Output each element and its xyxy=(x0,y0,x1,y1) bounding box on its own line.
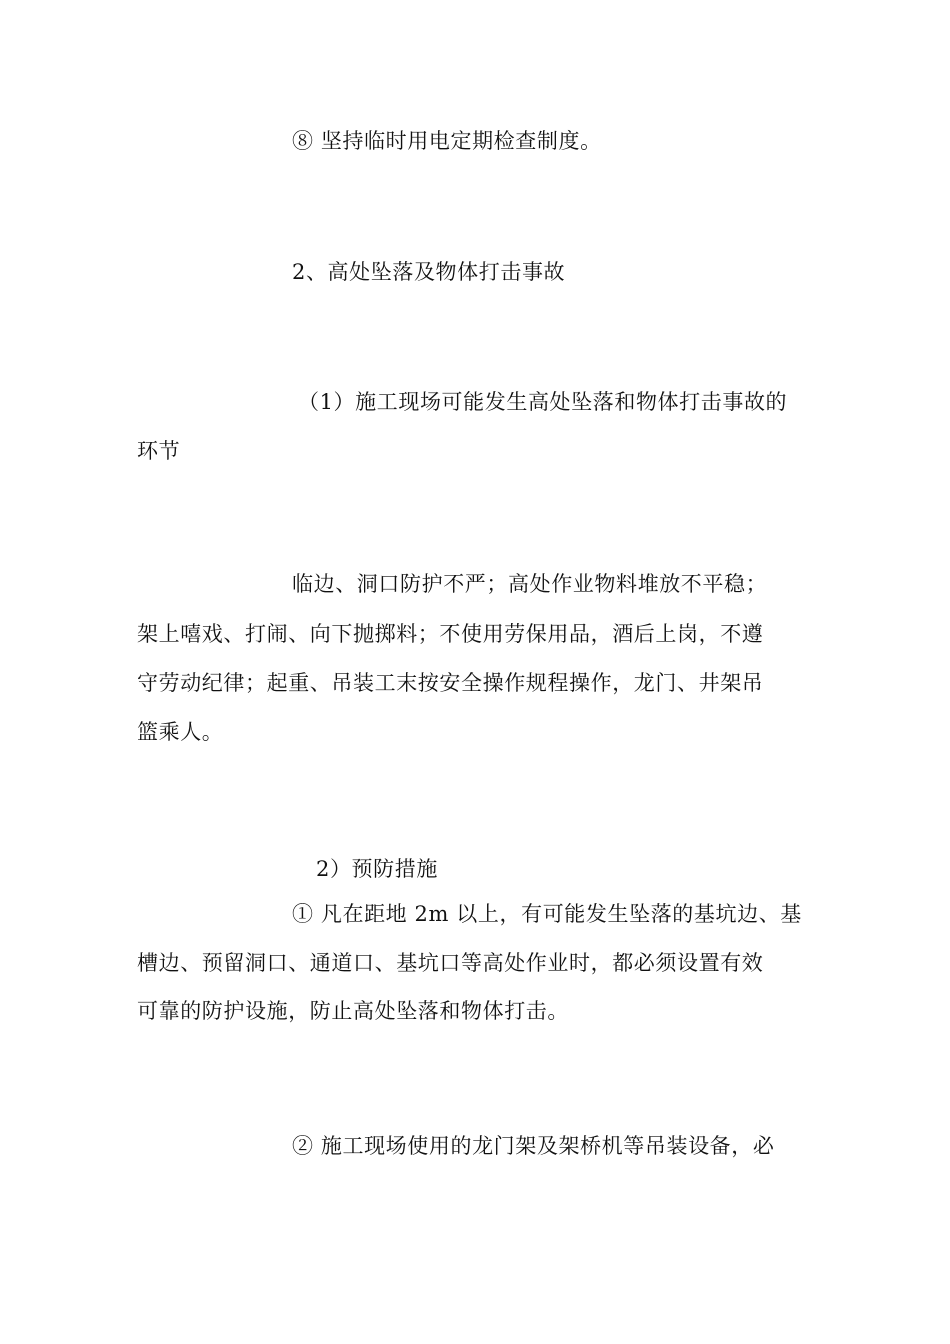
measure-1-line: 可靠的防护设施，防止高处坠落和物体打击。 xyxy=(137,999,569,1023)
paragraph-line: 篮乘人。 xyxy=(137,720,224,744)
measure-1-line: ① 凡在距地 2m 以上，有可能发生坠落的基坑边、基 xyxy=(292,902,802,926)
paragraph-line: 临边、洞口防护不严；高处作业物料堆放不平稳； xyxy=(292,572,768,596)
subsection-heading: 2）预防措施 xyxy=(316,857,438,881)
measure-1-line: 槽边、预留洞口、通道口、基坑口等高处作业时，都必须设置有效 xyxy=(137,951,764,975)
subsection-heading-line-2: 环节 xyxy=(137,439,181,463)
list-item-8: ⑧ 坚持临时用电定期检查制度。 xyxy=(292,129,602,153)
measure-2-line: ② 施工现场使用的龙门架及架桥机等吊装设备，必 xyxy=(292,1134,775,1158)
paragraph-line: 守劳动纪律；起重、吊装工末按安全操作规程操作，龙门、井架吊 xyxy=(137,671,764,695)
section-heading: 2、高处坠落及物体打击事故 xyxy=(292,260,566,284)
paragraph-line: 架上嘻戏、打闹、向下抛掷料；不使用劳保用品，酒后上岗，不遵 xyxy=(137,622,764,646)
subsection-heading-line-1: （1）施工现场可能发生高处坠落和物体打击事故的 xyxy=(298,390,788,414)
